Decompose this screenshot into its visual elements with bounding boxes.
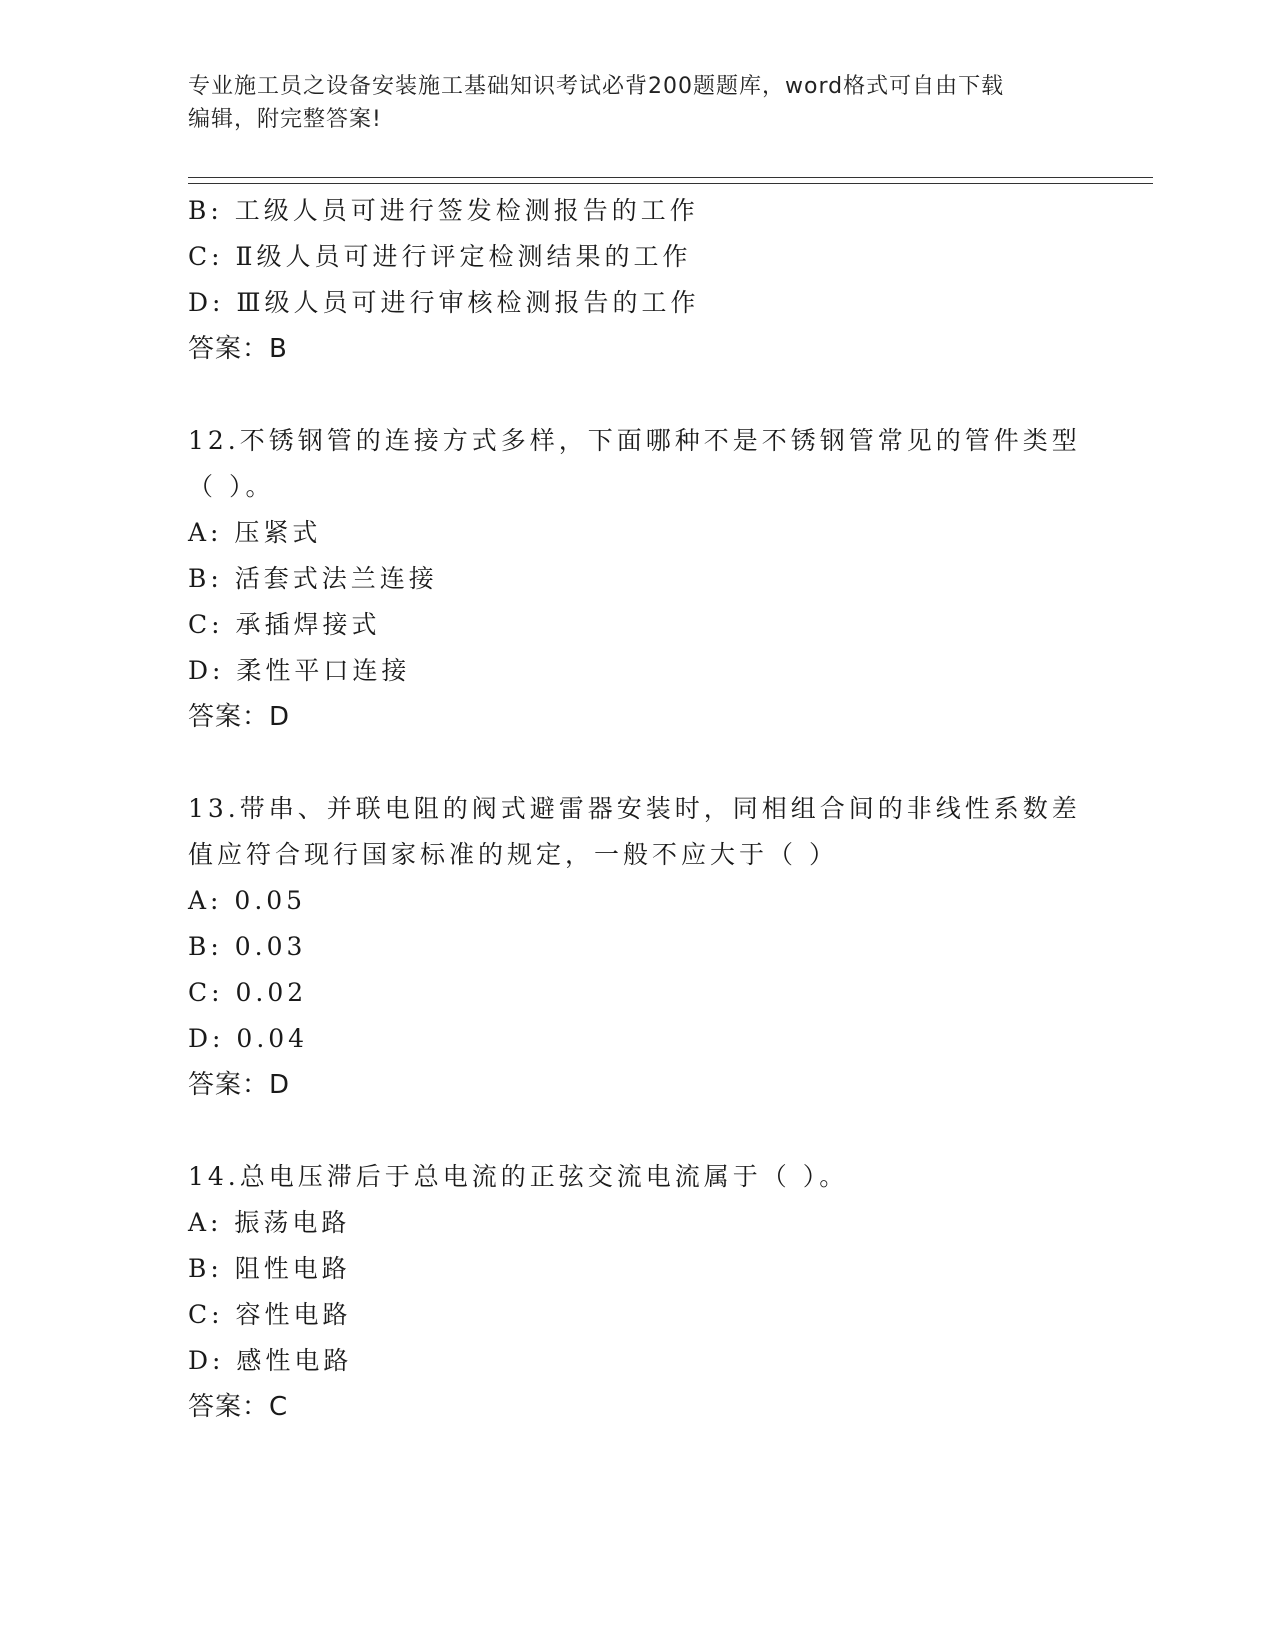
document-header bbox=[188, 70, 1068, 136]
option-c: C: 容性电路 bbox=[188, 1300, 352, 1329]
question-stem-line-2: （ ）。 bbox=[188, 472, 275, 501]
option-c: C: 承插焊接式 bbox=[188, 610, 381, 639]
option-d: D: Ⅲ级人员可进行审核检测报告的工作 bbox=[188, 288, 700, 317]
question-12 bbox=[188, 418, 1088, 740]
option-c: C: Ⅱ级人员可进行评定检测结果的工作 bbox=[188, 242, 692, 271]
answer-line: 答案：D bbox=[188, 702, 291, 732]
header-title-line-2: 编辑，附完整答案! bbox=[188, 107, 382, 132]
question-13 bbox=[188, 786, 1088, 1108]
answer-line: 答案：B bbox=[188, 334, 288, 364]
option-a: A: 振荡电路 bbox=[188, 1208, 351, 1237]
answer-line: 答案：D bbox=[188, 1070, 291, 1100]
question-stem-line-2: 值应符合现行国家标准的规定，一般不应大于（ ） bbox=[188, 840, 838, 869]
option-d: D: 柔性平口连接 bbox=[188, 656, 411, 685]
question-stem-line-1: 14.总电压滞后于总电流的正弦交流电流属于（ ）。 bbox=[188, 1162, 849, 1191]
header-divider-top bbox=[188, 177, 1153, 178]
header-title-line-1: 专业施工员之设备安装施工基础知识考试必背200题题库，word格式可自由下载 bbox=[188, 74, 1005, 99]
question-14 bbox=[188, 1154, 1088, 1430]
question-11-continued bbox=[188, 188, 1088, 372]
option-c: C: 0.02 bbox=[188, 978, 308, 1007]
header-divider-bottom bbox=[188, 183, 1153, 184]
option-b: B: 阻性电路 bbox=[188, 1254, 351, 1283]
question-stem-line-1: 13.带串、并联电阻的阀式避雷器安装时，同相组合间的非线性系数差 bbox=[188, 794, 1081, 823]
option-a: A: 0.05 bbox=[188, 886, 307, 915]
question-stem-line-1: 12.不锈钢管的连接方式多样，下面哪种不是不锈钢管常见的管件类型 bbox=[188, 426, 1081, 455]
question-list bbox=[188, 188, 1088, 1430]
option-d: D: 0.04 bbox=[188, 1024, 309, 1053]
option-b: B: 活套式法兰连接 bbox=[188, 564, 438, 593]
option-a: A: 压紧式 bbox=[188, 518, 322, 547]
answer-line: 答案：C bbox=[188, 1392, 289, 1422]
option-b: B: 0.03 bbox=[188, 932, 307, 961]
option-b: B: 工级人员可进行签发检测报告的工作 bbox=[188, 196, 699, 225]
option-d: D: 感性电路 bbox=[188, 1346, 353, 1375]
